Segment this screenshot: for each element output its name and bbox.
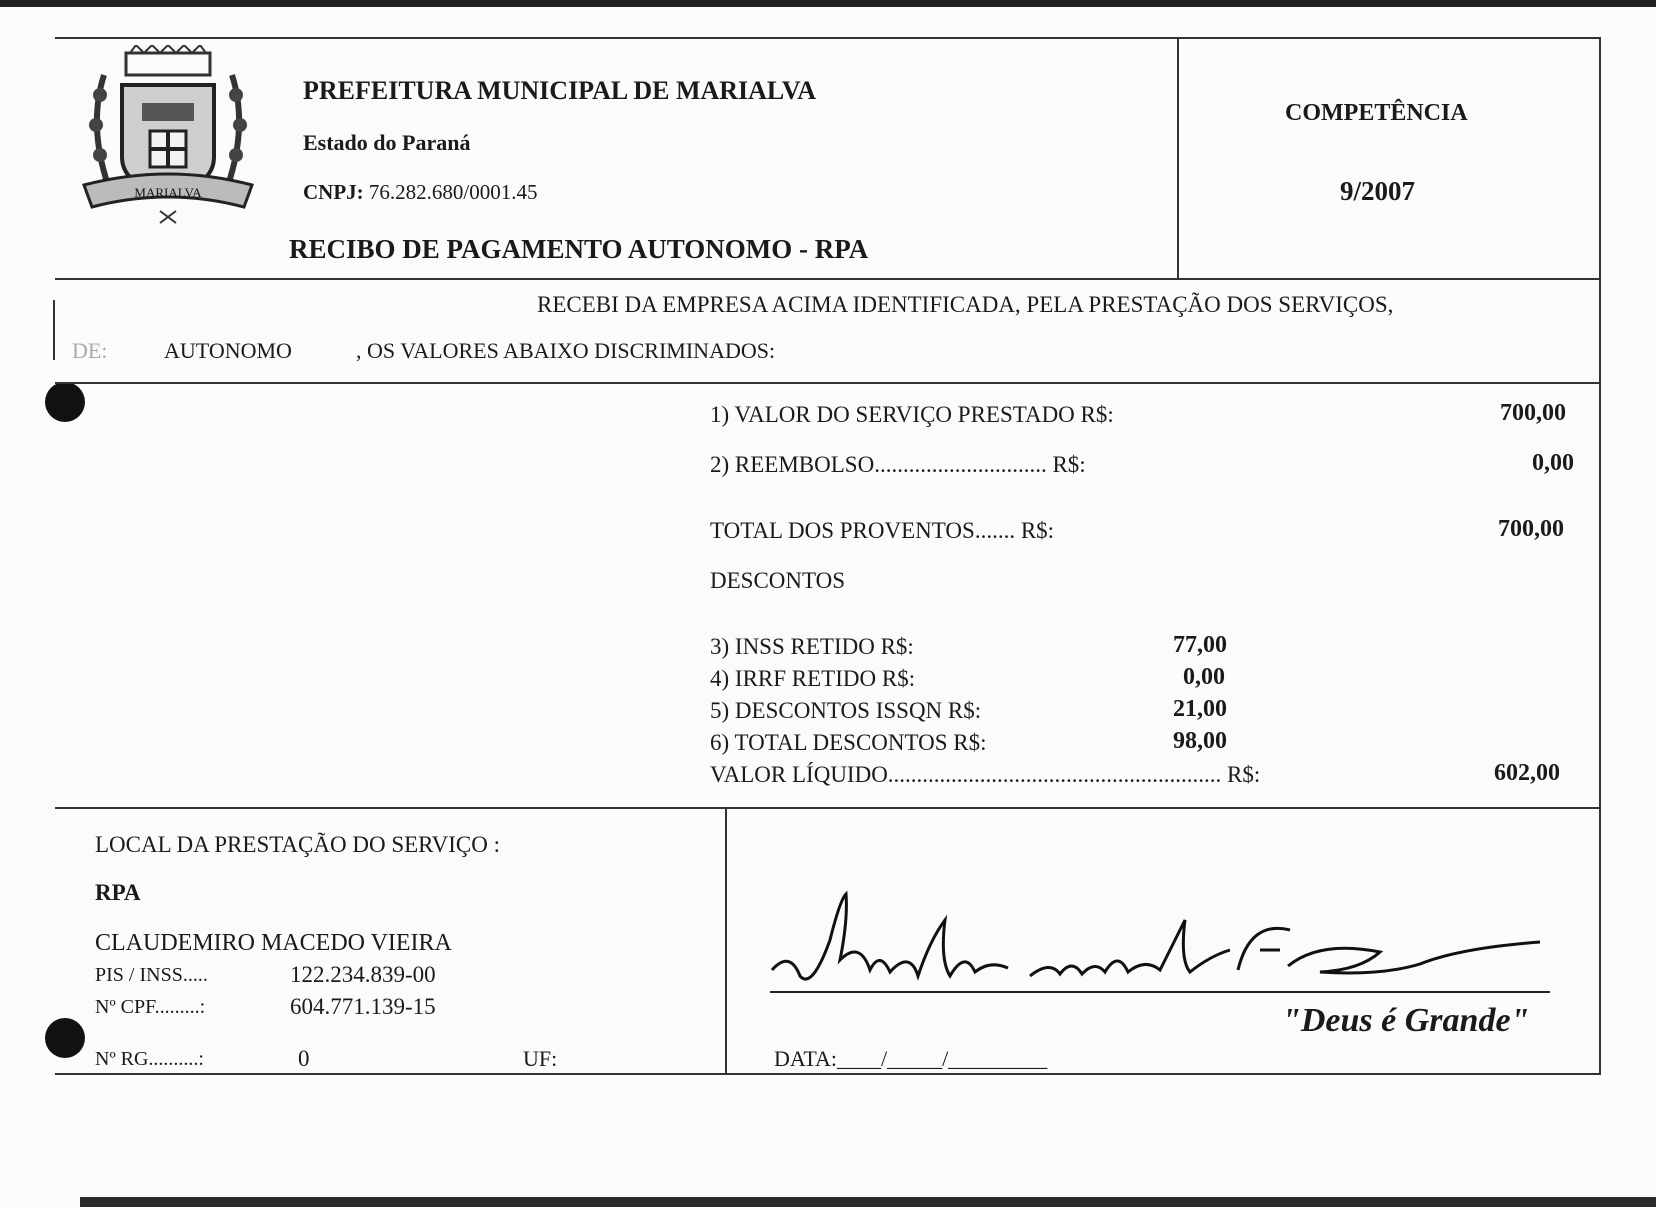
- issqn-value: 21,00: [1173, 696, 1227, 722]
- organization-name: PREFEITURA MUNICIPAL DE MARIALVA: [303, 76, 817, 105]
- total-proventos-value: 700,00: [1498, 516, 1564, 542]
- statement-divider: [55, 382, 1601, 384]
- reembolso-value: 0,00: [1532, 450, 1574, 476]
- liquido-label: VALOR LÍQUIDO.......................................................... R$:: [710, 762, 1261, 787]
- state-name: Estado do Paraná: [303, 130, 471, 155]
- servico-value: 700,00: [1500, 400, 1566, 426]
- motto-stamp: "Deus é Grande": [1282, 1002, 1530, 1039]
- punch-hole-top: [45, 382, 85, 422]
- payee-name: CLAUDEMIRO MACEDO VIEIRA: [95, 930, 452, 956]
- signature-divider: [725, 807, 727, 1075]
- irrf-value: 0,00: [1183, 664, 1225, 690]
- handwritten-signature: [760, 880, 1560, 1010]
- service-type: AUTONOMO: [164, 338, 292, 363]
- statement-line1: RECEBI DA EMPRESA ACIMA IDENTIFICADA, PELA PRESTAÇÃO DOS SERVIÇOS,: [537, 292, 1394, 317]
- cpf-value: 604.771.139-15: [290, 994, 436, 1019]
- competencia-value: 9/2007: [1340, 176, 1416, 206]
- date-field: DATA:____/_____/_________: [774, 1046, 1048, 1071]
- total-descontos-label: 6) TOTAL DESCONTOS R$:: [710, 730, 987, 755]
- reembolso-label: 2) REEMBOLSO.............................. R$:: [710, 452, 1086, 477]
- liquido-value: 602,00: [1494, 760, 1560, 786]
- total-proventos-label: TOTAL DOS PROVENTOS....... R$:: [710, 518, 1055, 543]
- scan-bottom-edge: [80, 1197, 1656, 1207]
- cpf-label: Nº CPF.........:: [95, 996, 206, 1018]
- local-place: RPA: [95, 880, 141, 905]
- inss-label: 3) INSS RETIDO R$:: [710, 634, 914, 659]
- pis-value: 122.234.839-00: [290, 962, 436, 987]
- cnpj-label: CNPJ:: [303, 180, 364, 204]
- pis-label: PIS / INSS.....: [95, 964, 208, 986]
- rg-value: 0: [298, 1046, 310, 1071]
- uf-label: UF:: [523, 1046, 558, 1071]
- inss-value: 77,00: [1173, 632, 1227, 658]
- document-title: RECIBO DE PAGAMENTO AUTONOMO - RPA: [289, 234, 869, 264]
- irrf-label: 4) IRRF RETIDO R$:: [710, 666, 916, 691]
- competencia-divider: [1177, 37, 1179, 280]
- cnpj-line: [303, 180, 538, 205]
- local-heading: LOCAL DA PRESTAÇÃO DO SERVIÇO :: [95, 832, 501, 857]
- form-border-top: [55, 37, 1601, 39]
- form-border-right: [1599, 37, 1601, 1075]
- statement-prefix: DE:: [72, 338, 108, 363]
- cnpj-value: 76.282.680/0001.45: [368, 180, 538, 204]
- form-border-left-fragment: [53, 300, 55, 360]
- statement-line2-suffix: , OS VALORES ABAIXO DISCRIMINADOS:: [356, 338, 776, 363]
- punch-hole-bottom: [45, 1018, 85, 1058]
- marialva-crest-icon: [78, 45, 258, 225]
- form-border-bottom: [55, 1073, 1601, 1075]
- competencia-label: COMPETÊNCIA: [1285, 100, 1468, 126]
- crest-banner-text: MARIALVA: [134, 185, 202, 200]
- rg-label: Nº RG..........:: [95, 1048, 204, 1070]
- total-descontos-value: 98,00: [1173, 728, 1227, 754]
- descontos-heading: DESCONTOS: [710, 568, 846, 593]
- servico-label: 1) VALOR DO SERVIÇO PRESTADO R$:: [710, 402, 1114, 427]
- values-divider: [55, 807, 1601, 809]
- scan-top-edge: [0, 0, 1656, 7]
- header-divider: [55, 278, 1601, 280]
- issqn-label: 5) DESCONTOS ISSQN R$:: [710, 698, 982, 723]
